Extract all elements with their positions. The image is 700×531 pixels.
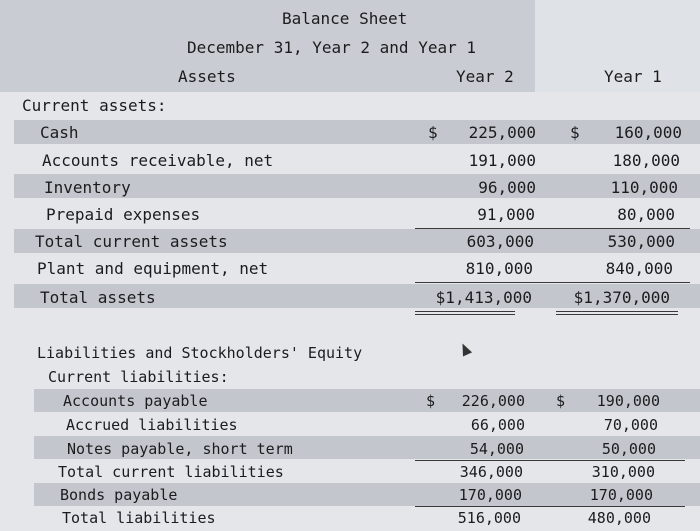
liability-row-label: Bonds payable <box>60 486 178 504</box>
asset-year2-value: 810,000 <box>465 259 533 278</box>
asset-year1-value: 110,000 <box>610 178 678 197</box>
liability-year2-value: 516,000 <box>457 509 521 527</box>
current-liabilities-label: Current liabilities: <box>48 368 229 386</box>
asset-year2-value: 191,000 <box>468 151 536 170</box>
asset-year1-value: 180,000 <box>612 151 680 170</box>
subtotal-rule <box>415 460 685 461</box>
liability-row-label: Notes payable, short term <box>67 440 293 458</box>
assets-heading: Assets <box>178 67 236 86</box>
asset-year2-value: $1,413,000 <box>435 288 532 307</box>
sheet-date: December 31, Year 2 and Year 1 <box>187 38 476 57</box>
double-rule <box>415 311 515 312</box>
currency-symbol: $ <box>426 392 436 410</box>
asset-year1-value: 160,000 <box>614 123 682 142</box>
liability-year1-value: 50,000 <box>601 440 656 458</box>
asset-year2-value: 96,000 <box>478 178 536 197</box>
col-year1-header: Year 1 <box>604 67 662 86</box>
liability-year2-value: 226,000 <box>461 392 525 410</box>
liability-year2-value: 54,000 <box>469 440 524 458</box>
asset-row-label: Total current assets <box>35 232 228 251</box>
col-year2-header: Year 2 <box>456 67 514 86</box>
liability-row-label: Accounts payable <box>63 392 208 410</box>
liability-row-label: Total current liabilities <box>58 463 284 481</box>
asset-row-label: Total assets <box>40 288 156 307</box>
liability-row-label: Accrued liabilities <box>66 416 238 434</box>
double-rule <box>556 314 678 315</box>
liability-year1-value: 70,000 <box>603 416 658 434</box>
total-rule <box>415 282 690 283</box>
sheet-title: Balance Sheet <box>282 9 408 28</box>
liability-year1-value: 170,000 <box>589 486 653 504</box>
currency-symbol: $ <box>570 123 580 142</box>
liability-year2-value: 66,000 <box>470 416 525 434</box>
asset-row-label: Prepaid expenses <box>46 205 201 224</box>
liability-year2-value: 170,000 <box>458 486 522 504</box>
liability-row-label: Total liabilities <box>62 509 216 527</box>
double-rule <box>556 311 678 312</box>
liability-year1-value: 310,000 <box>591 463 655 481</box>
currency-symbol: $ <box>428 123 438 142</box>
currency-symbol: $ <box>556 392 566 410</box>
double-rule <box>415 314 515 315</box>
asset-year2-value: 91,000 <box>477 205 535 224</box>
asset-row-label: Inventory <box>44 178 131 197</box>
asset-row-label: Accounts receivable, net <box>42 151 274 170</box>
asset-row-label: Plant and equipment, net <box>37 259 269 278</box>
liability-year1-value: 480,000 <box>587 509 651 527</box>
asset-year1-value: 80,000 <box>617 205 675 224</box>
liabilities-section-label: Liabilities and Stockholders' Equity <box>37 344 363 362</box>
asset-year1-value: $1,370,000 <box>573 288 670 307</box>
asset-year1-value: 530,000 <box>607 232 675 251</box>
liability-year2-value: 346,000 <box>459 463 523 481</box>
liability-year1-value: 190,000 <box>596 392 660 410</box>
subtotal-rule <box>415 228 690 229</box>
subtotal-rule <box>415 506 685 507</box>
asset-year1-value: 840,000 <box>605 259 673 278</box>
asset-year2-value: 603,000 <box>466 232 534 251</box>
current-assets-label: Current assets: <box>22 96 167 115</box>
asset-row-label: Cash <box>40 123 79 142</box>
asset-year2-value: 225,000 <box>468 123 536 142</box>
